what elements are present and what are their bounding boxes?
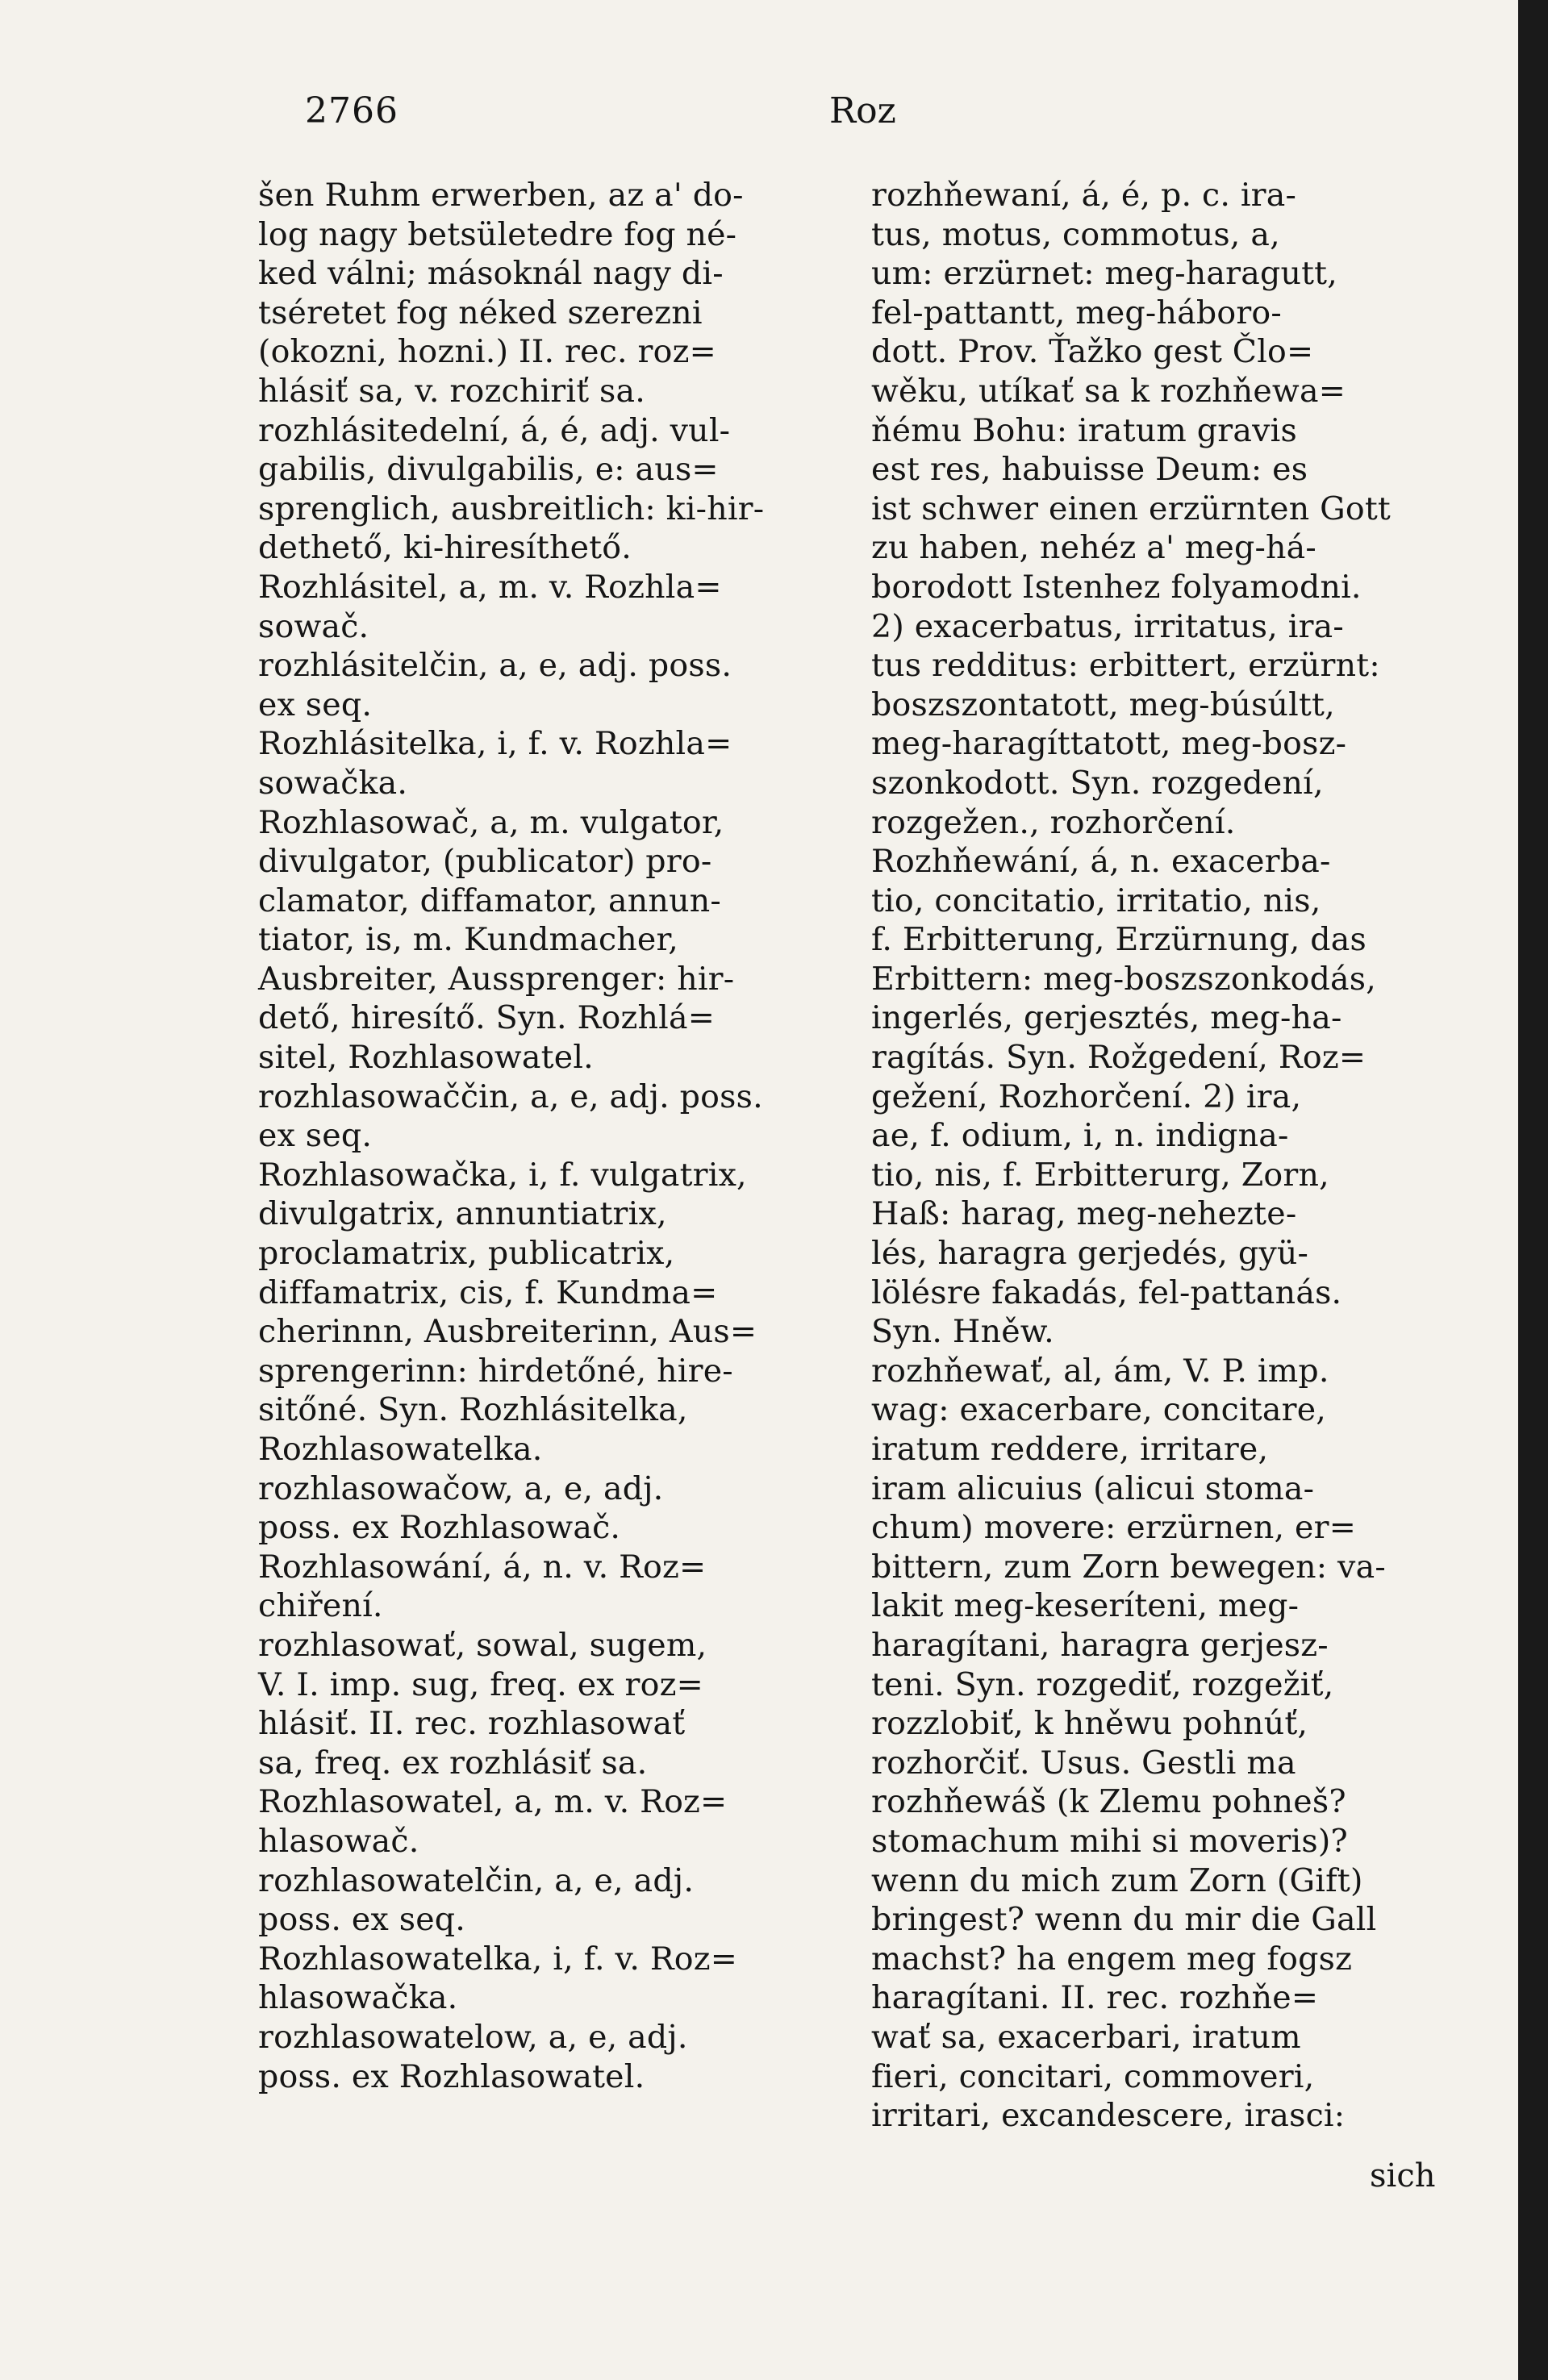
text-line: teni. Syn. rozgediť, rozgežiť, <box>871 1665 1334 1703</box>
text-line: Rozhlasowačka, i, f. vulgatrix, <box>258 1156 747 1194</box>
text-line: rozgežen., rozhorčení. <box>871 803 1236 841</box>
text-line: rozhorčiť. Usus. Gestli ma <box>871 1744 1296 1782</box>
text-line: ex seq. <box>258 1117 373 1155</box>
text-line: sprenglich, ausbreitlich: ki-hir- <box>258 490 765 527</box>
text-line: rozhlasowatelow, a, e, adj. <box>258 2018 688 2056</box>
text-line: tséretet fog néked szerezni <box>258 294 703 331</box>
text-line: Rozhlásitel, a, m. v. Rozhla= <box>258 568 722 606</box>
text-line: wenn du mich zum Zorn (Gift) <box>871 1861 1363 1899</box>
text-line: meg-haragíttatott, meg-bosz- <box>871 725 1347 763</box>
text-line: tio, nis, f. Erbitterurg, Zorn, <box>871 1156 1329 1194</box>
text-line: sprengerinn: hirdetőné, hire- <box>258 1352 733 1390</box>
text-line: Erbittern: meg-boszszonkodás, <box>871 960 1377 998</box>
text-line: ae, f. odium, i, n. indigna- <box>871 1117 1289 1155</box>
text-line: sitel, Rozhlasowatel. <box>258 1039 594 1077</box>
text-line: tiator, is, m. Kundmacher, <box>258 921 678 959</box>
text-line: ex seq. <box>258 686 373 723</box>
text-line: divulgatrix, annuntiatrix, <box>258 1195 667 1233</box>
text-line: proclamatrix, publicatrix, <box>258 1235 675 1273</box>
running-headword: Roz <box>829 90 896 131</box>
text-line: boszszontatott, meg-búsúltt, <box>871 686 1335 723</box>
text-line: stomachum mihi si moveris)? <box>871 1822 1348 1860</box>
text-line: bringest? wenn du mir die Gall <box>871 1901 1377 1939</box>
text-line: sitőné. Syn. Rozhlásitelka, <box>258 1391 688 1429</box>
text-line: ragítás. Syn. Rožgedení, Roz= <box>871 1039 1366 1077</box>
text-line: ňému Bohu: iratum gravis <box>871 411 1297 449</box>
text-line: divulgator, (publicator) pro- <box>258 843 712 881</box>
text-line: tio, concitatio, irritatio, nis, <box>871 882 1321 919</box>
text-line: tus redditus: erbittert, erzürnt: <box>871 647 1380 685</box>
text-line: dethető, ki-hiresíthető. <box>258 529 632 567</box>
text-line: Ausbreiter, Aussprenger: hir- <box>258 960 735 998</box>
text-line: Rozhlasowatel, a, m. v. Roz= <box>258 1783 728 1821</box>
text-line: sowačka. <box>258 764 408 802</box>
text-line: haragítani, haragra gerjesz- <box>871 1626 1329 1664</box>
text-line: rozhňewáš (k Zlemu pohneš? <box>871 1783 1346 1821</box>
text-line: irritari, excandescere, irasci: <box>871 2097 1346 2135</box>
text-line: f. Erbitterung, Erzürnung, das <box>871 921 1366 959</box>
text-line: poss. ex Rozhlasowač. <box>258 1509 621 1547</box>
text-line: hlásiť sa, v. rozchiriť sa. <box>258 372 646 410</box>
text-line: um: erzürnet: meg-haragutt, <box>871 255 1338 293</box>
text-line: iram alicuius (alicui stoma- <box>871 1469 1315 1507</box>
text-line: rozhlasowatelčin, a, e, adj. <box>258 1861 695 1899</box>
text-line: fel-pattantt, meg-háboro- <box>871 294 1282 331</box>
text-line: machst? ha engem meg fogsz <box>871 1940 1353 1978</box>
text-line: poss. ex seq. <box>258 1901 466 1939</box>
text-line: chum) movere: erzürnen, er= <box>871 1509 1356 1547</box>
catchword: sich <box>1370 2157 1436 2195</box>
text-line: Rozhlasowatelka. <box>258 1431 543 1468</box>
text-line: rozhlásitelčin, a, e, adj. poss. <box>258 647 732 685</box>
text-line: cherinnn, Ausbreiterinn, Aus= <box>258 1313 757 1351</box>
text-line: tus, motus, commotus, a, <box>871 215 1280 253</box>
text-line: clamator, diffamator, annun- <box>258 882 721 919</box>
text-line: borodott Istenhez folyamodni. <box>871 568 1362 606</box>
text-line: Rozhlasowač, a, m. vulgator, <box>258 803 724 841</box>
text-line: rozhlasowať, sowal, sugem, <box>258 1626 707 1664</box>
text-line: 2) exacerbatus, irritatus, ira- <box>871 607 1344 645</box>
text-line: ked válni; másoknál nagy di- <box>258 255 724 293</box>
text-line: poss. ex Rozhlasowatel. <box>258 2057 645 2095</box>
right-column <box>871 176 1468 2136</box>
text-line: sa, freq. ex rozhlásiť sa. <box>258 1744 648 1782</box>
text-line: lés, haragra gerjedés, gyü- <box>871 1235 1309 1273</box>
text-line: dott. Prov. Ťažko gest Člo= <box>871 333 1314 371</box>
text-line: wať sa, exacerbari, iratum <box>871 2018 1301 2056</box>
text-line: wěku, utíkať sa k rozhňewa= <box>871 372 1346 410</box>
text-line: hlasowač. <box>258 1822 419 1860</box>
text-line: (okozni, hozni.) II. rec. roz= <box>258 333 716 371</box>
text-line: wag: exacerbare, concitare, <box>871 1391 1327 1429</box>
text-line: diffamatrix, cis, f. Kundma= <box>258 1273 718 1311</box>
text-line: log nagy betsületedre fog né- <box>258 215 737 253</box>
text-line: gežení, Rozhorčení. 2) ira, <box>871 1077 1302 1115</box>
text-line: ist schwer einen erzürnten Gott <box>871 490 1391 527</box>
text-line: lakit meg-keseríteni, meg- <box>871 1587 1300 1625</box>
text-line: iratum reddere, irritare, <box>871 1431 1269 1468</box>
text-line: Rozhlasowání, á, n. v. Roz= <box>258 1548 707 1586</box>
text-line: šen Ruhm erwerben, az a' do- <box>258 177 744 214</box>
text-line: fieri, concitari, commoveri, <box>871 2057 1315 2095</box>
text-line: hlásiť. II. rec. rozhlasowať <box>258 1705 686 1743</box>
text-line: zu haben, nehéz a' meg-há- <box>871 529 1316 567</box>
text-line: bittern, zum Zorn bewegen: va- <box>871 1548 1386 1586</box>
text-line: sowač. <box>258 607 369 645</box>
text-line: est res, habuisse Deum: es <box>871 451 1308 489</box>
text-line: lölésre fakadás, fel-pattanás. <box>871 1273 1342 1311</box>
text-line: rozhňewať, al, ám, V. P. imp. <box>871 1352 1329 1390</box>
left-column <box>258 176 871 2096</box>
text-line: Rozhlasowatelka, i, f. v. Roz= <box>258 1940 738 1978</box>
text-line: rozhlásitedelní, á, é, adj. vul- <box>258 411 731 449</box>
text-line: V. I. imp. sug, freq. ex roz= <box>258 1665 703 1703</box>
text-line: hlasowačka. <box>258 1979 458 2017</box>
text-line: rozhlasowaččin, a, e, adj. poss. <box>258 1077 763 1115</box>
text-line: haragítani. II. rec. rozhňe= <box>871 1979 1319 2017</box>
text-line: chiření. <box>258 1587 383 1625</box>
page-number: 2766 <box>305 90 398 131</box>
text-line: Syn. Hněw. <box>871 1313 1054 1351</box>
scan-edge <box>1518 0 1548 2380</box>
text-line: szonkodott. Syn. rozgedení, <box>871 764 1324 802</box>
text-line: rozhlasowačow, a, e, adj. <box>258 1469 664 1507</box>
text-line: gabilis, divulgabilis, e: aus= <box>258 451 719 489</box>
text-line: Haß: harag, meg-nehezte- <box>871 1195 1297 1233</box>
text-line: ingerlés, gerjesztés, meg-ha- <box>871 999 1342 1037</box>
text-line: dető, hiresítő. Syn. Rozhlá= <box>258 999 716 1037</box>
text-line: Rozhňewání, á, n. exacerba- <box>871 843 1331 881</box>
text-line: Rozhlásitelka, i, f. v. Rozhla= <box>258 725 732 763</box>
text-line: rozhňewaní, á, é, p. c. ira- <box>871 177 1297 214</box>
running-header <box>305 90 1421 139</box>
text-line: rozzlobiť, k hněwu pohnúť, <box>871 1705 1308 1743</box>
